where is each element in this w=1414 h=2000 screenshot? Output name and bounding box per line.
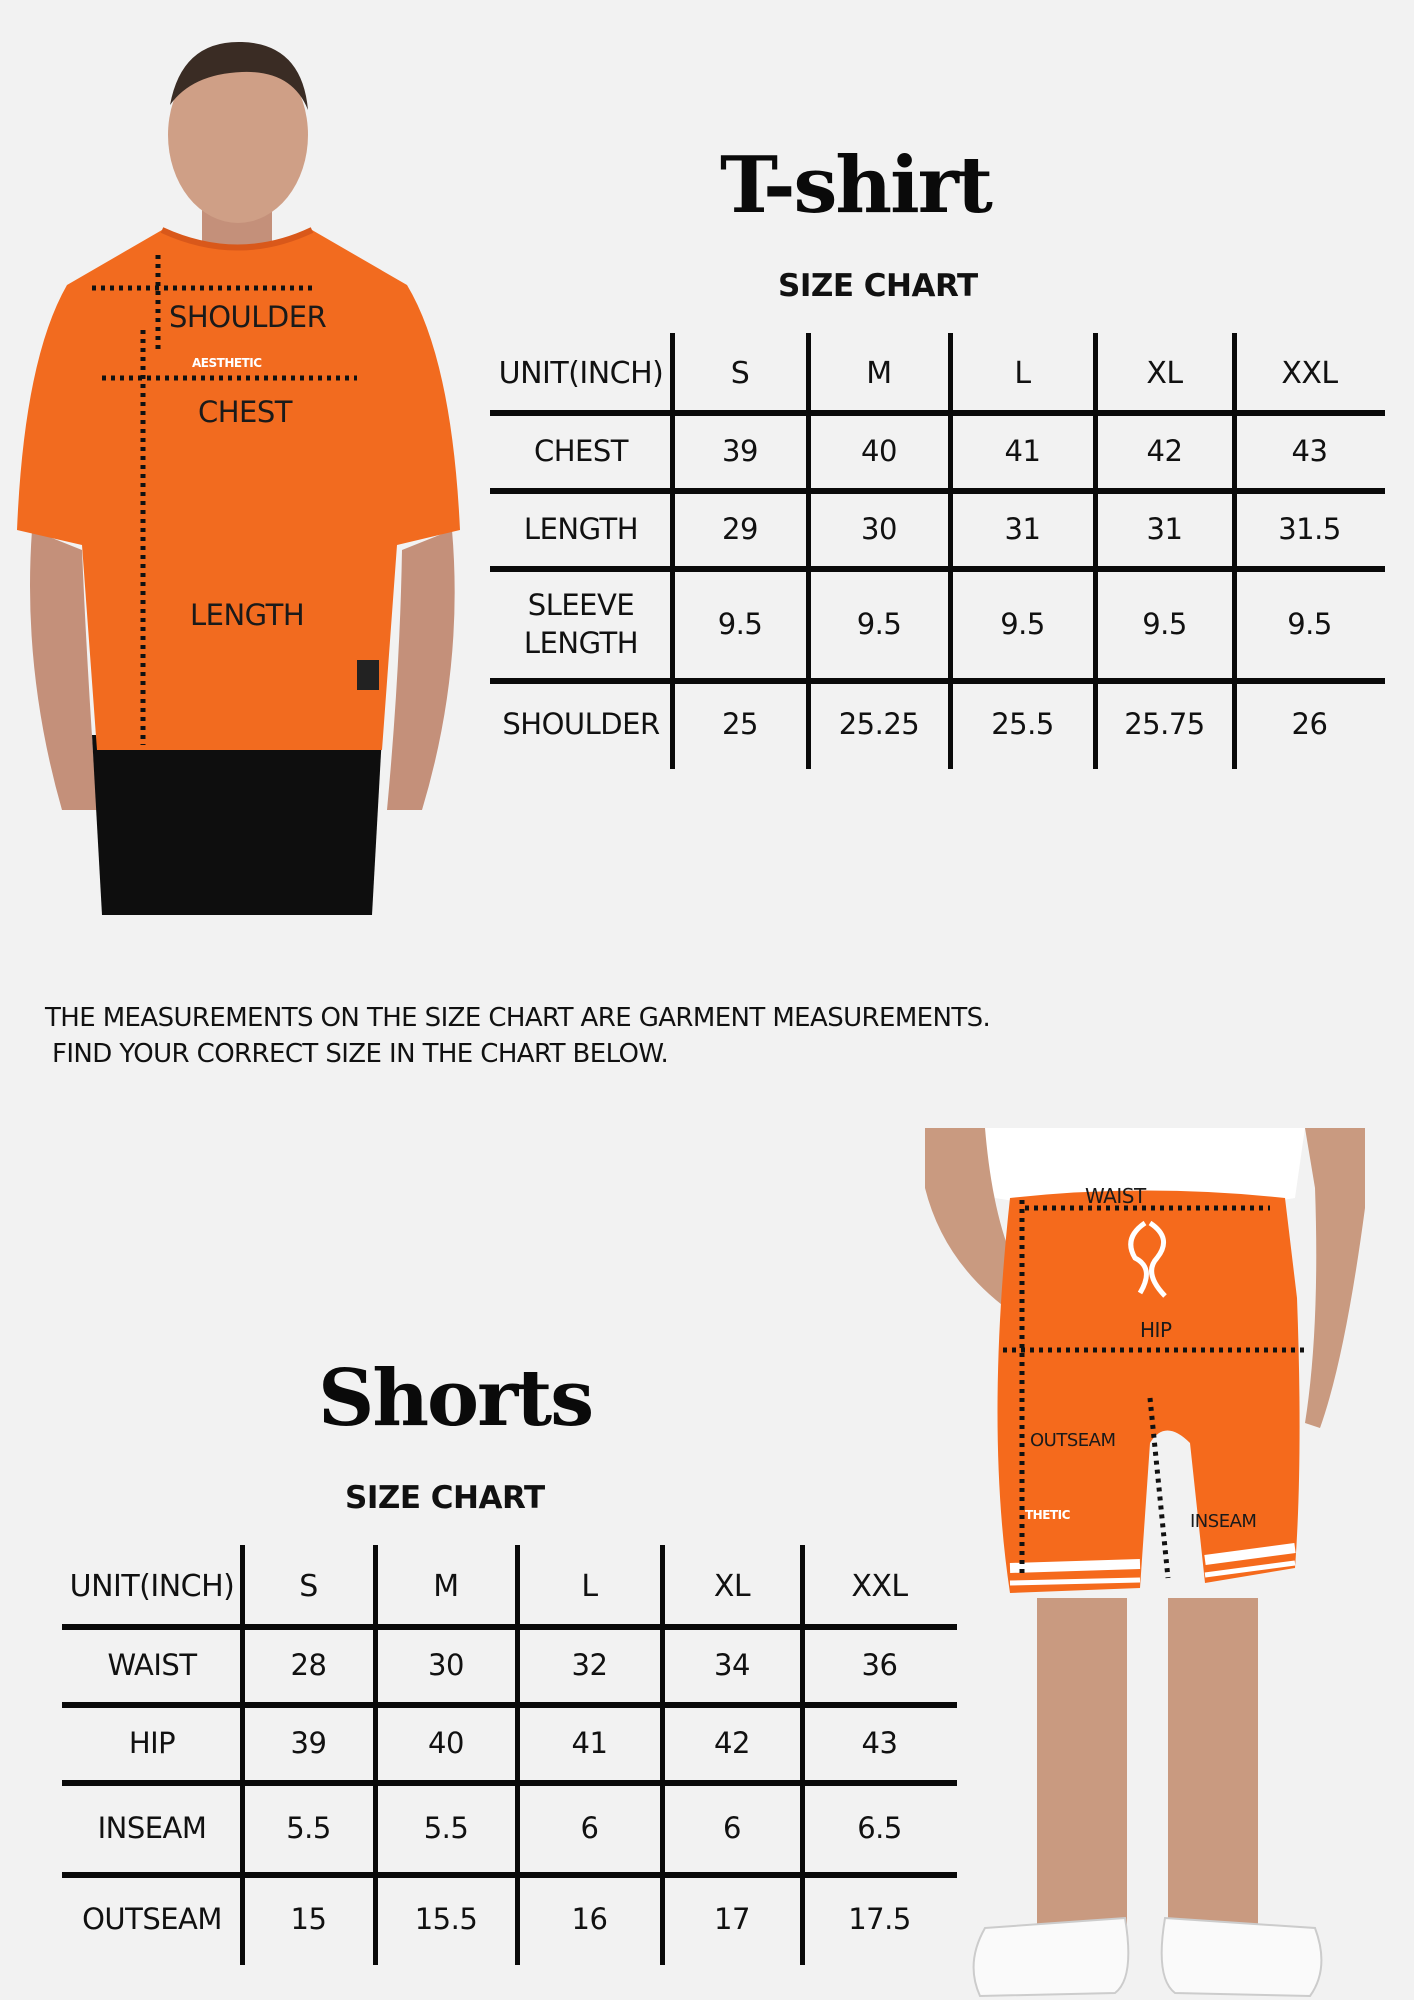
shorts-title: Shorts <box>318 1353 593 1444</box>
table-cell: 5.5 <box>423 1811 469 1846</box>
fig-label-length: LENGTH <box>190 598 305 632</box>
table-cell: 41 <box>1004 434 1041 469</box>
table-row-label: SLEEVE LENGTH <box>523 588 639 660</box>
table-header-cell: L <box>581 1568 598 1604</box>
table-cell: 9.5 <box>1000 607 1045 642</box>
table-cell: 39 <box>290 1726 327 1761</box>
table-cell: 42 <box>714 1726 750 1761</box>
table-cell: 30 <box>861 512 897 547</box>
table-header-cell: XXL <box>1281 355 1338 391</box>
table-header-cell: XXL <box>851 1568 908 1604</box>
table-cell: 9.5 <box>856 607 902 642</box>
table-cell: 25.75 <box>1124 707 1205 742</box>
table-row-label: WAIST <box>107 1648 197 1683</box>
table-header-cell: M <box>866 355 892 391</box>
table-cell: 32 <box>571 1648 608 1683</box>
table-cell: 26 <box>1291 707 1328 742</box>
table-row-label: SHOULDER <box>502 707 660 742</box>
table-header-cell: L <box>1014 355 1031 391</box>
fig-label-brand: AESTHETIC <box>192 356 262 370</box>
table-cell: 6 <box>723 1811 741 1846</box>
table-header-cell: S <box>299 1568 318 1604</box>
table-cell: 31.5 <box>1278 512 1341 547</box>
table-row-label: LENGTH <box>523 512 639 547</box>
table-cell: 25 <box>722 707 758 742</box>
shorts-size-table <box>62 1545 962 1985</box>
table-cell: 31 <box>1146 512 1183 547</box>
fig-label-shoulder: SHOULDER <box>169 300 327 334</box>
table-cell: 15 <box>290 1902 327 1937</box>
table-cell: 17 <box>714 1902 750 1937</box>
table-cell: 34 <box>714 1648 750 1683</box>
fig-label-brand-shorts: THETIC <box>1025 1508 1070 1522</box>
table-row-label: OUTSEAM <box>82 1902 222 1937</box>
table-cell: 25.5 <box>991 707 1054 742</box>
fig-label-inseam: INSEAM <box>1190 1511 1257 1532</box>
table-cell: 28 <box>290 1648 327 1683</box>
shorts-size-chart-heading: SIZE CHART <box>345 1480 545 1516</box>
fig-label-waist: WAIST <box>1085 1184 1146 1208</box>
tshirt-model-image <box>12 30 470 915</box>
table-cell: 9.5 <box>717 607 763 642</box>
table-header-cell: M <box>433 1568 459 1604</box>
table-cell: 31 <box>1004 512 1041 547</box>
table-cell: 40 <box>861 434 897 469</box>
table-row-label: HIP <box>128 1726 176 1761</box>
measurement-note-line-1: THE MEASUREMENTS ON THE SIZE CHART ARE GARMENT MEASUREMENTS. <box>45 1003 991 1033</box>
table-header-cell: UNIT(INCH) <box>498 355 664 391</box>
measurement-note-line-2: FIND YOUR CORRECT SIZE IN THE CHART BELOW. <box>52 1039 669 1069</box>
table-cell: 43 <box>861 1726 898 1761</box>
tshirt-title: T-shirt <box>720 140 991 231</box>
table-cell: 41 <box>571 1726 608 1761</box>
shorts-model-image <box>925 1128 1365 2000</box>
table-cell: 5.5 <box>286 1811 331 1846</box>
table-cell: 9.5 <box>1142 607 1187 642</box>
fig-label-hip: HIP <box>1140 1318 1172 1342</box>
table-cell: 29 <box>722 512 758 547</box>
table-cell: 30 <box>428 1648 464 1683</box>
table-cell: 6 <box>580 1811 599 1846</box>
fig-label-outseam: OUTSEAM <box>1030 1430 1116 1451</box>
table-row-label: INSEAM <box>97 1811 207 1846</box>
tshirt-size-table <box>490 333 1390 773</box>
table-cell: 25.25 <box>838 707 920 742</box>
table-header-cell: UNIT(INCH) <box>69 1568 235 1604</box>
table-cell: 36 <box>861 1648 898 1683</box>
table-cell: 40 <box>428 1726 464 1761</box>
table-cell: 39 <box>722 434 758 469</box>
table-row-label: CHEST <box>533 434 628 469</box>
table-cell: 16 <box>571 1902 608 1937</box>
table-cell: 6.5 <box>857 1811 902 1846</box>
tshirt-size-chart-heading: SIZE CHART <box>778 268 978 304</box>
table-cell: 42 <box>1146 434 1183 469</box>
table-header-cell: S <box>730 355 750 391</box>
table-header-cell: XL <box>713 1568 751 1604</box>
table-cell: 15.5 <box>414 1902 478 1937</box>
table-cell: 9.5 <box>1287 607 1332 642</box>
table-cell: 43 <box>1291 434 1328 469</box>
table-header-cell: XL <box>1146 355 1183 391</box>
fig-label-chest: CHEST <box>198 395 293 429</box>
table-cell: 17.5 <box>848 1902 911 1937</box>
